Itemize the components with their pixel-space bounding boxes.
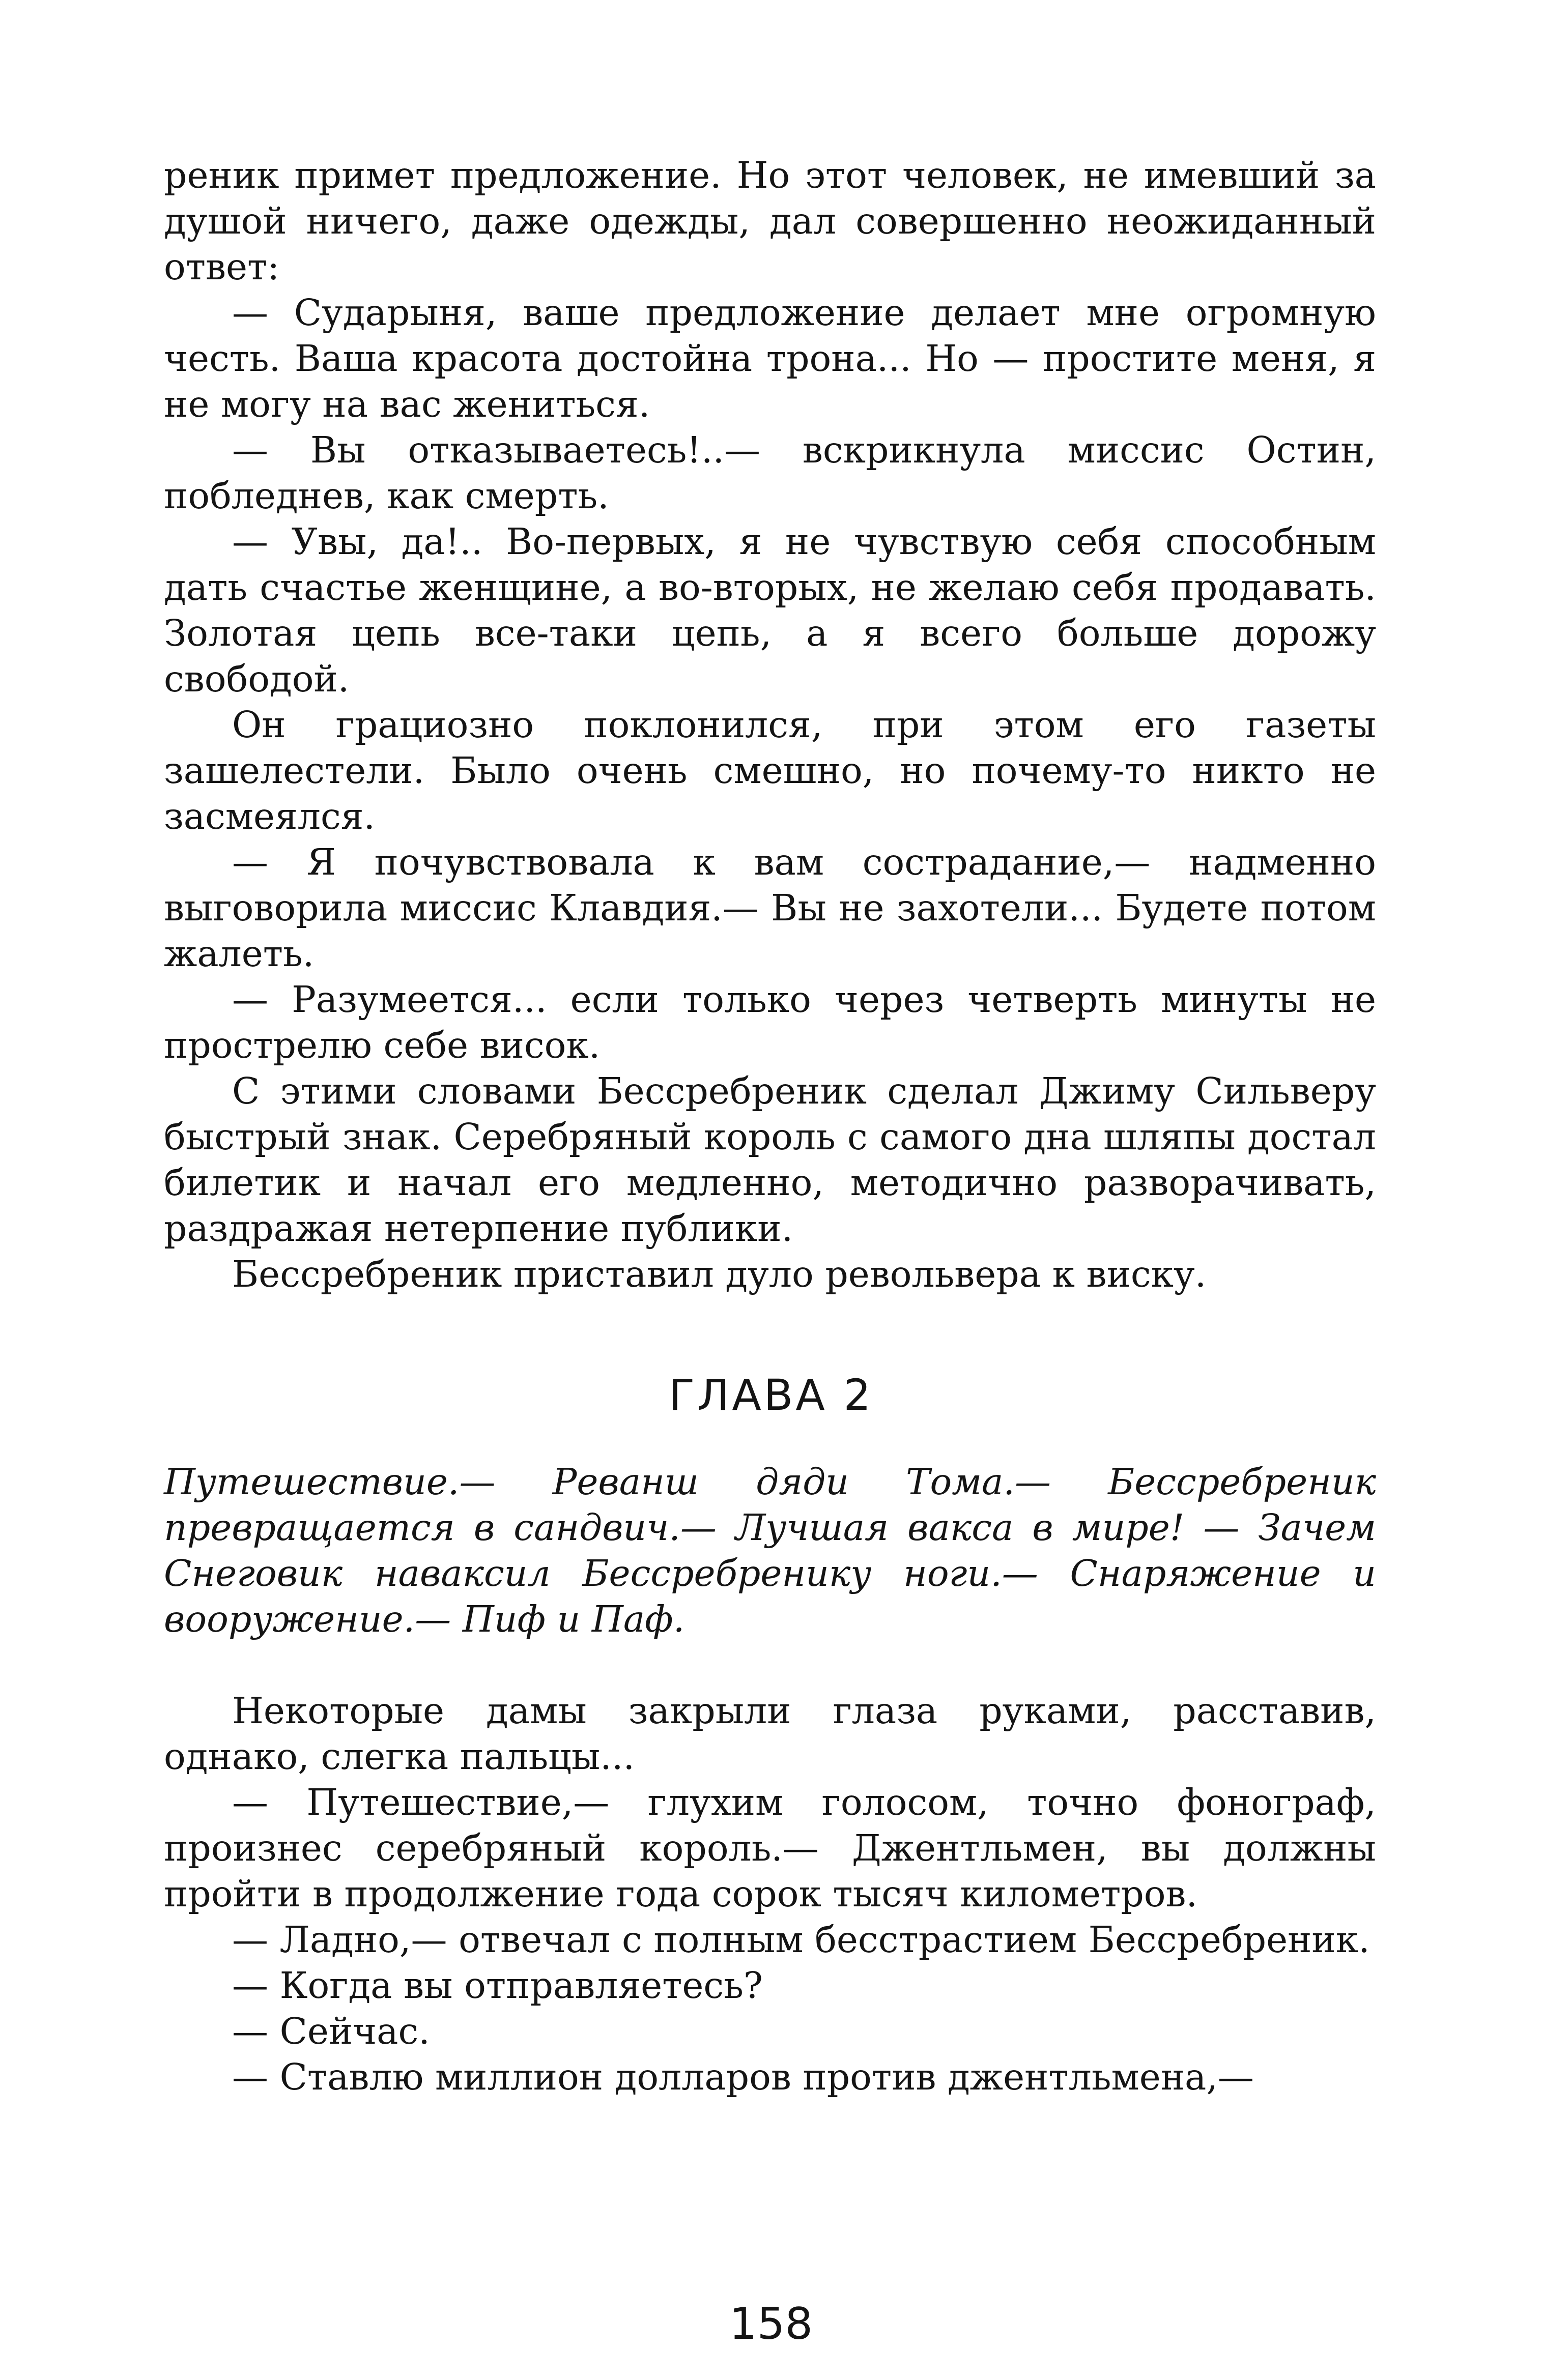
- paragraph: — Вы отказываетесь!..— вскрикнула миссис Остин, побледнев, как смерть.: [164, 429, 1376, 517]
- paragraph: — Ставлю миллион долларов против джентльмена,—: [232, 2056, 1254, 2098]
- chapter-title: ГЛАВА 2: [668, 1370, 874, 1420]
- bottom-text-block: [164, 1688, 1376, 2100]
- paragraph: — Когда вы отправляетесь?: [232, 1964, 763, 2007]
- paragraph: — Сударыня, ваше предложение делает мне огромную честь. Ваша красота достойна трона... Но — простите меня, я не могу на вас жениться.: [164, 292, 1376, 425]
- top-text-block: [164, 153, 1376, 1297]
- paragraph: реник примет предложение. Но этот человек, не имевший за душой ничего, даже одежды, дал совершенно неожиданный ответ:: [164, 154, 1376, 288]
- paragraph: — Путешествие,— глухим голосом, точно фонограф, произнес серебряный король.— Джентльмен, вы должны пройти в продолжение года сорок тысяч километров.: [164, 1781, 1376, 1915]
- paragraph: Он грациозно поклонился, при этом его газеты зашелестели. Было очень смешно, но почему-то никто не засмеялся.: [164, 704, 1376, 837]
- paragraph: — Увы, да!.. Во-первых, я не чувствую себя способным дать счастье женщине, а во-вторых, не желаю себя продавать. Золотая цепь все-таки цепь, а я всего больше дорожу свободой.: [164, 520, 1376, 700]
- chapter-epigraph: Путешествие.— Реванш дяди Тома.— Бессребреник превращается в сандвич.— Лучшая вакса в мире! — Зачем Снеговик наваксил Бессребренику ноги.— Снаряжение и вооружение.— Пиф и Паф.: [164, 1461, 1376, 1640]
- paragraph: — Ладно,— отвечал с полным бесстрастием Бессребреник.: [232, 1919, 1370, 1961]
- paragraph: Некоторые дамы закрыли глаза руками, расставив, однако, слегка пальцы...: [164, 1690, 1376, 1778]
- epigraph-block: [164, 1459, 1376, 1642]
- paragraph: — Разумеется... если только через четверть минуты не прострелю себе висок.: [164, 978, 1376, 1066]
- paragraph: Бессребреник приставил дуло револьвера к виску.: [232, 1253, 1207, 1295]
- page-number: 158: [729, 2299, 813, 2349]
- paragraph: — Я почувствовала к вам сострадание,— надменно выговорила миссис Клавдия.— Вы не захотели... Будете потом жалеть.: [164, 841, 1376, 975]
- paragraph: — Сейчас.: [232, 2010, 430, 2052]
- paragraph: С этими словами Бессребреник сделал Джиму Сильверу быстрый знак. Серебряный король с самого дна шляпы достал билетик и начал его медленно, методично разворачивать, раздражая нетерпение публики.: [164, 1070, 1376, 1250]
